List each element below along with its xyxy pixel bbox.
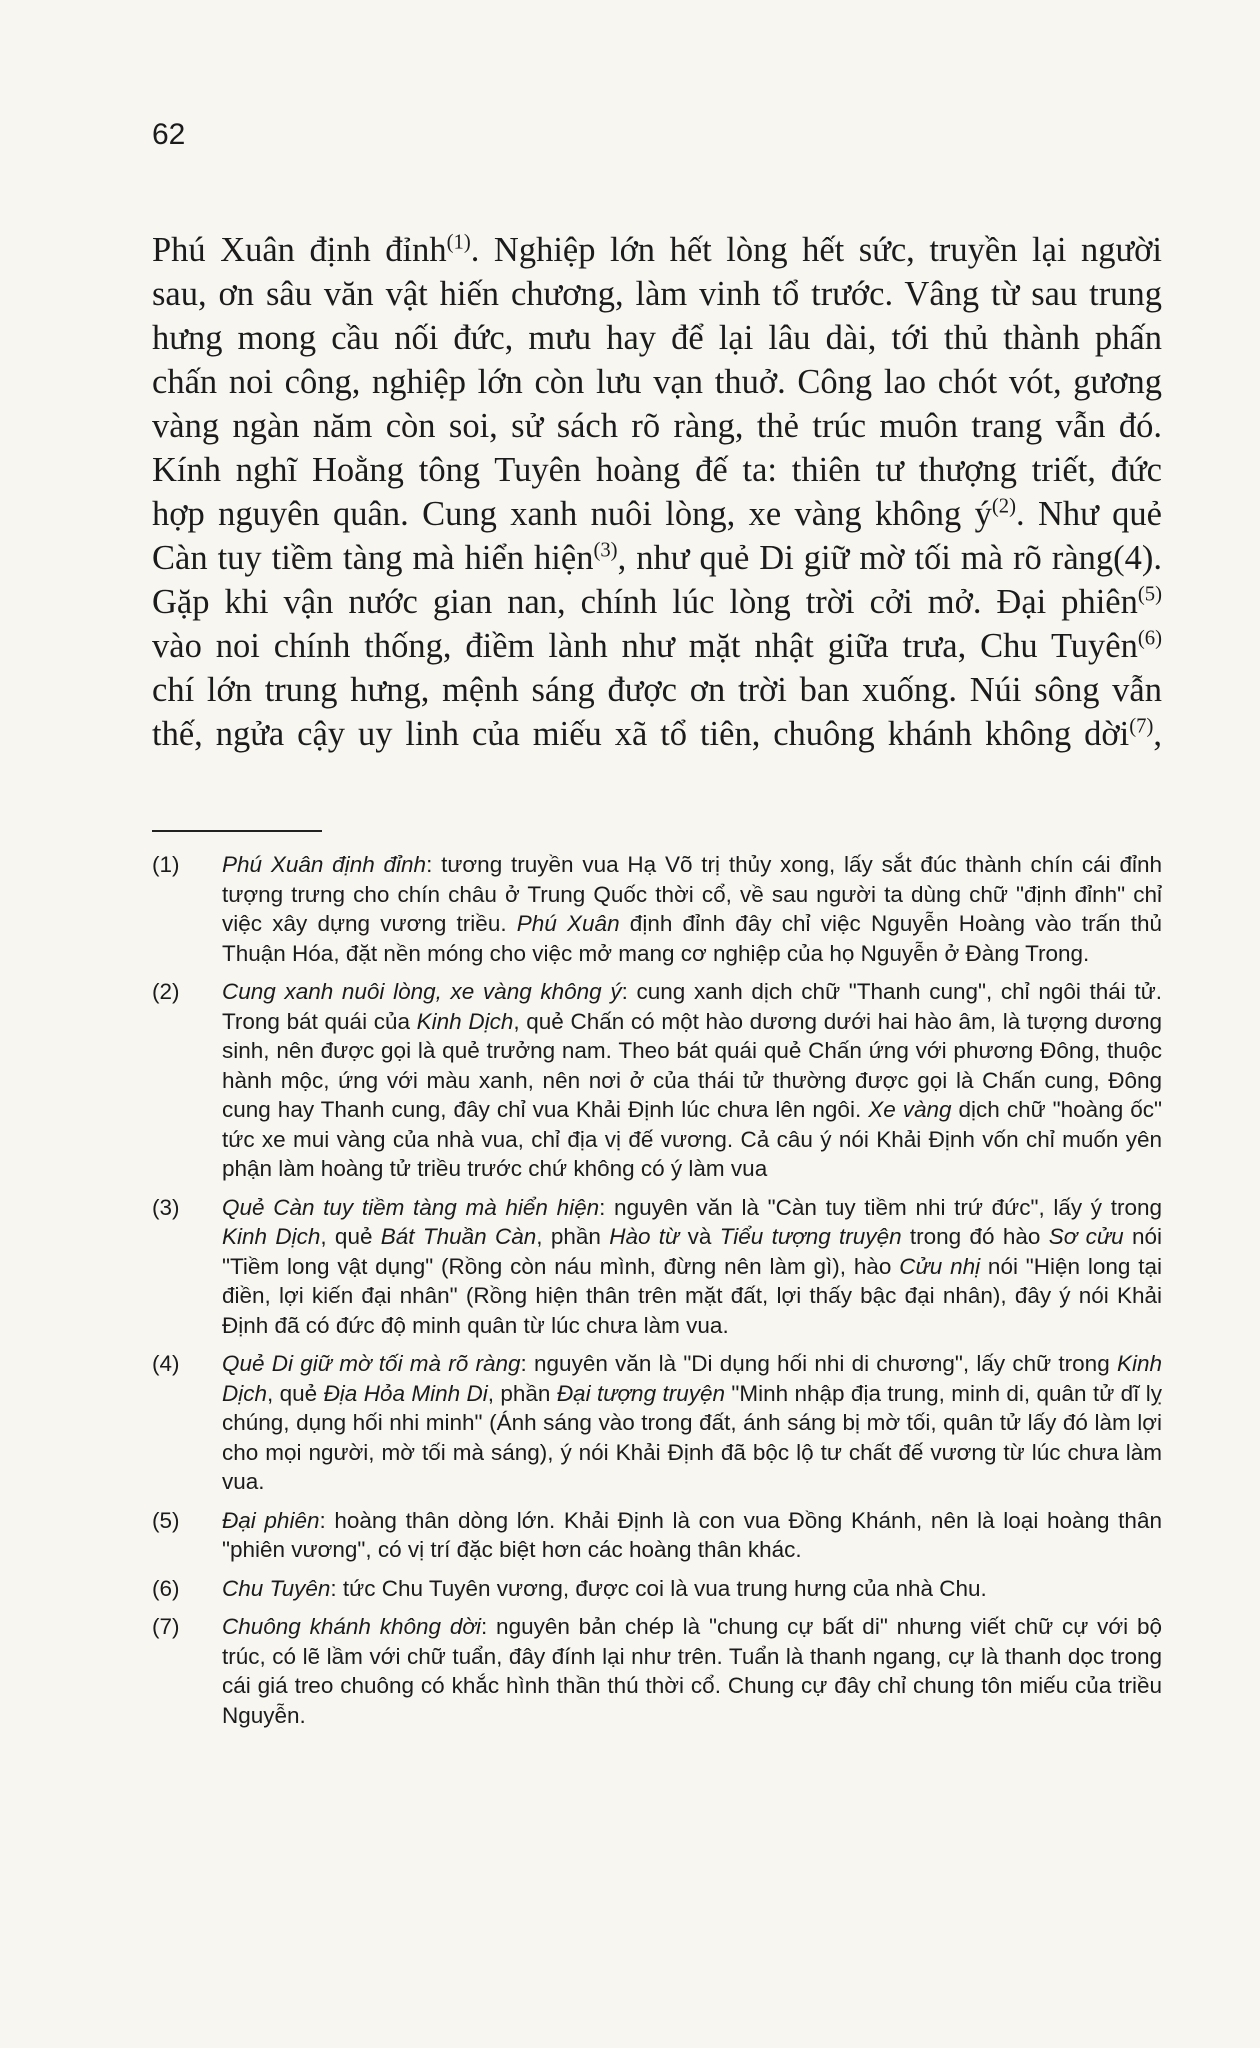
main-text <box>152 228 1162 756</box>
body-line <box>152 668 1162 712</box>
footnote <box>152 1574 1162 1604</box>
footnote-fragment: và <box>679 1224 720 1249</box>
footnote <box>152 1193 1162 1341</box>
body-line-text: Càn tuy tiềm tàng mà hiển hiện <box>152 539 594 577</box>
footnote-term: Cung xanh nuôi lòng, xe vàng không ý <box>222 979 622 1004</box>
footnote <box>152 1349 1162 1497</box>
body-line <box>152 492 1162 536</box>
footnote-marker: (2) <box>991 495 1016 518</box>
footnote-marker: (3) <box>593 539 618 562</box>
footnote-term: Sơ cửu <box>1048 1224 1124 1249</box>
footnote-fragment: nói "Tiềm long vật dụng" (Rồng còn náu mình, đừng nên làm gì), hào <box>222 1224 1162 1279</box>
body-line-text: Gặp khi vận nước gian nan, chính lúc lòng trời cởi mở. Đại phiên <box>152 583 1138 621</box>
body-line <box>152 360 1162 404</box>
body-line-tail: . Như quẻ <box>1015 495 1162 533</box>
footnote-fragment: "Minh nhập địa trung, minh di, quân tử dĩ lỵ chúng, dụng hối nhi minh" (Ánh sáng vào trong đất, ánh sáng bị mờ tối, quân tử lấy đó làm lợi cho mọi người, mờ tối mà sáng), ý nói Khải Định đã bộc lộ tư chất đế vương từ lúc chưa làm vua. <box>222 1380 1163 1494</box>
footnote-fragment: : tức Chu Tuyên vương, được coi là vua trung hưng của nhà Chu. <box>330 1575 987 1601</box>
footnote-text <box>222 1574 1162 1604</box>
footnote-term: Xe vàng <box>868 1097 952 1122</box>
body-line-tail: , <box>1153 715 1162 753</box>
footnote-fragment: định đỉnh đây chỉ việc Nguyễn Hoàng vào trấn thủ Thuận Hóa, đặt nền móng cho việc mở mang cơ nghiệp của họ Nguyễn ở Đàng Trong. <box>222 911 1162 966</box>
footnote-number: (5) <box>152 1507 180 1533</box>
footnote-term: Đại phiên <box>222 1507 320 1533</box>
footnote-fragment: : tương truyền vua Hạ Võ trị thủy xong, lấy sắt đúc thành chín cái đỉnh tượng trưng cho chín châu ở Trung Quốc thời cổ, về sau người ta dùng chữ "định đỉnh" chỉ việc xây dựng vương triều. <box>222 852 1162 936</box>
footnote-number: (6) <box>152 1575 180 1601</box>
footnote-term: Kinh Dịch <box>222 1224 321 1249</box>
body-line-tail: . Nghiệp lớn hết lòng hết sức, truyền lại người <box>470 231 1163 269</box>
footnote-term: Phú Xuân <box>516 911 620 936</box>
footnote-fragment: nói "Hiện long tại điền, lợi kiến đại nhân" (Rồng hiện thân trên mặt đất, lợi thấy bậc đại nhân), đây ý nói Khải Định đã có đức độ minh quân từ lúc chưa làm vua. <box>222 1253 1162 1338</box>
body-line <box>152 624 1162 668</box>
footnote-number: (1) <box>152 852 180 877</box>
footnote-term: Tiểu tượng truyện <box>719 1224 902 1249</box>
footnote-fragment: trong đó hào <box>901 1224 1049 1249</box>
footnote-text <box>222 1349 1162 1497</box>
footnote <box>152 1506 1162 1565</box>
footnote-fragment: dịch chữ "hoàng ốc" tức xe mui vàng của nhà vua, chỉ địa vị đế vương. Cả câu ý nói Khải Định vốn chỉ muốn yên phận làm hoàng tử triều trước chứ không có ý làm vua <box>222 1097 1162 1181</box>
body-line-text: thế, ngửa cậy uy linh của miếu xã tổ tiên, chuông khánh không dời <box>152 715 1130 753</box>
page-number: 62 <box>152 118 186 151</box>
footnote-text <box>222 1193 1162 1341</box>
footnote-term: Chuông khánh không dời <box>222 1614 481 1639</box>
footnote-marker: (6) <box>1137 627 1162 650</box>
footnote-text <box>222 1506 1162 1565</box>
footnote-term: Kinh Dịch <box>416 1008 514 1034</box>
footnote-fragment: : cung xanh dịch chữ "Thanh cung", chỉ ngôi thái tử. Trong bát quái của <box>222 979 1163 1034</box>
body-line-text: vàng ngàn năm còn soi, sử sách rõ ràng, thẻ trúc muôn trang vẫn đó. <box>152 407 1162 445</box>
footnotes <box>152 850 1162 1739</box>
body-line <box>152 448 1162 492</box>
body-line-text: hưng mong cầu nối đức, mưu hay để lại lâu dài, tới thủ thành phấn <box>152 319 1162 357</box>
footnote-fragment: , phần <box>536 1224 610 1249</box>
footnote-term: Cửu nhị <box>899 1253 981 1279</box>
footnote-term: Đại tượng truyện <box>556 1380 725 1406</box>
body-line <box>152 580 1162 624</box>
footnote-fragment: : nguyên văn là "Càn tuy tiềm nhi trứ đức", lấy ý trong <box>599 1194 1162 1220</box>
body-line <box>152 316 1162 360</box>
footnote-term: Hào từ <box>609 1224 680 1249</box>
footnote-number: (7) <box>152 1614 180 1639</box>
footnote-fragment: , phần <box>487 1380 557 1406</box>
footnote <box>152 850 1162 968</box>
body-line-text: Phú Xuân định đỉnh <box>152 231 447 269</box>
footnote <box>152 1612 1162 1730</box>
footnote-text <box>222 977 1162 1184</box>
body-line <box>152 228 1162 272</box>
footnote-term: Kinh Dịch <box>222 1351 1162 1406</box>
footnote-fragment: : hoàng thân dòng lớn. Khải Định là con vua Đồng Khánh, nên là loại hoàng thân "phiên vương", có vị trí đặc biệt hơn các hoàng thân khác. <box>222 1507 1162 1562</box>
footnote-term: Quẻ Càn tuy tiềm tàng mà hiển hiện <box>222 1194 600 1220</box>
footnote-term: Chu Tuyên <box>222 1575 331 1601</box>
footnote-number: (2) <box>152 979 180 1004</box>
footnote-term: Phú Xuân định đỉnh <box>222 852 427 877</box>
body-line-text: sau, ơn sâu văn vật hiến chương, làm vinh tổ trước. Vâng từ sau trung <box>152 275 1162 313</box>
body-line-tail: , như quẻ Di giữ mờ tối mà rõ ràng(4). <box>617 539 1162 577</box>
footnote-fragment: , quẻ <box>267 1380 324 1406</box>
body-line <box>152 712 1162 756</box>
footnote-separator <box>152 830 322 832</box>
footnote-term: Bát Thuần Càn <box>380 1224 537 1249</box>
footnote-marker: (7) <box>1129 715 1154 738</box>
footnote-marker: (1) <box>446 231 471 254</box>
body-line-text: hợp nguyên quân. Cung xanh nuôi lòng, xe vàng không ý <box>152 495 992 533</box>
body-line <box>152 536 1162 580</box>
footnote-text <box>222 1612 1162 1730</box>
footnote-fragment: : nguyên văn là "Di dụng hối nhi di chương", lấy chữ trong <box>520 1351 1117 1376</box>
footnote-number: (3) <box>152 1194 180 1220</box>
footnote-fragment: : nguyên bản chép là "chung cự bất di" nhưng viết chữ cự với bộ trúc, có lẽ lầm với chữ tuẩn, đây đính lại như trên. Tuẩn là thanh ngang, cự là thanh dọc trong cái giá treo chuông có khắc hình thần thú thời cổ. Chung cự đây chỉ chung tôn miếu của triều Nguyễn. <box>222 1614 1162 1728</box>
footnote-marker: (5) <box>1137 583 1162 606</box>
footnote-fragment: , quẻ <box>320 1224 381 1249</box>
footnote-number: (4) <box>152 1351 180 1376</box>
body-line-text: chấn noi công, nghiệp lớn còn lưu vạn thuở. Công lao chót vót, gương <box>152 363 1162 401</box>
footnote <box>152 977 1162 1184</box>
body-line <box>152 272 1162 316</box>
footnote-fragment: , quẻ Chấn có một hào dương dưới hai hào âm, là tượng dương sinh, nên được gọi là quẻ trưởng nam. Theo bát quái quẻ Chấn ứng với phương Đông, thuộc hành mộc, ứng với màu xanh, nên nơi ở của thái tử thường được gọi là Chấn cung, Đông cung hay Thanh cung, đây chỉ vua Khải Định lúc chưa lên ngôi. <box>222 1008 1162 1122</box>
body-line-text: vào noi chính thống, điềm lành như mặt nhật giữa trưa, Chu Tuyên <box>152 627 1138 665</box>
footnote-text <box>222 850 1162 968</box>
body-line <box>152 404 1162 448</box>
footnote-term: Quẻ Di giữ mờ tối mà rõ ràng <box>222 1351 521 1376</box>
footnote-term: Địa Hỏa Minh Di <box>323 1380 488 1406</box>
body-line-text: Kính nghĩ Hoằng tông Tuyên hoàng đế ta: thiên tư thượng triết, đức <box>152 451 1162 489</box>
body-line-text: chí lớn trung hưng, mệnh sáng được ơn trời ban xuống. Núi sông vẫn <box>152 671 1162 709</box>
